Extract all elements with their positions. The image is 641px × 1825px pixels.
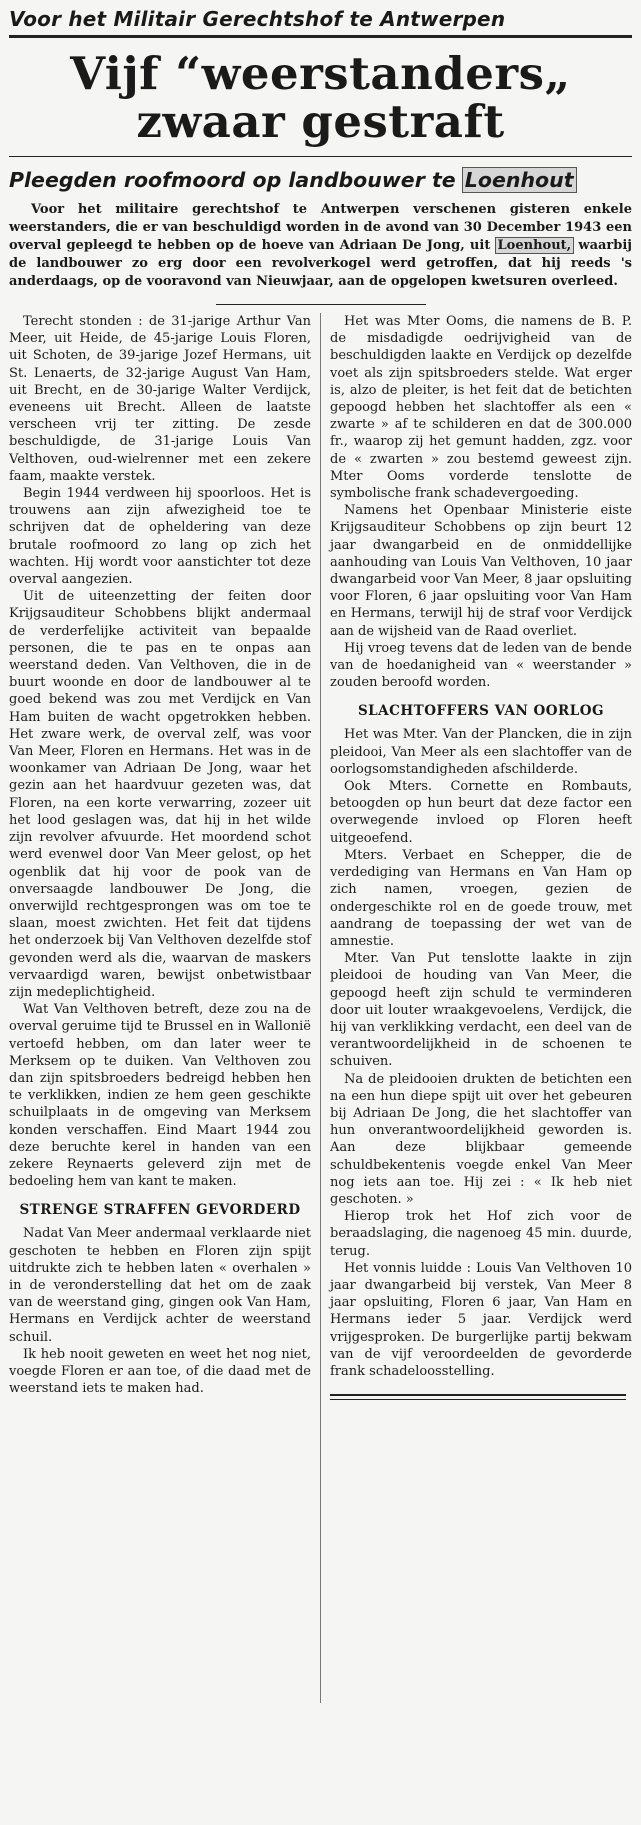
lead-text-after: waarbij de landbouwer zo erg door een revolverkogel werd getroffen, dat hij reeds 's anderdaags, op de vooravond van Nieuwjaar, aan de opgelopen kwetsuren overleed.	[9, 238, 632, 289]
section-heading-slachtoffers: SLACHTOFFERS VAN OORLOG	[357, 703, 605, 720]
paragraph: Mters. Verbaet en Schepper, die de verdediging van Hermans en Van Ham op zich namen, vroegen, gezien de ondergeschikte rol en de goede trouw, met aandrang de toepassing der wet van de amnestie.	[330, 847, 632, 949]
paragraph: Wat Van Velthoven betreft, deze zou na de overval geruime tijd te Brussel en in Wallonië vertoefd hebben, om dan later weer te Merksem op te duiken. Van Velthoven zou dan zijn spitsbroeders bedreigd hebben hen te verklikken, indien ze hem geen geschikte schuilplaats in de omgeving van Merksem konden verschaffen. Eind Maart 1944 zou deze beruchte kerel in handen van een zekere Reynaerts geleverd zijn met de bedoeling hem van kant te maken.	[9, 1002, 311, 1190]
paragraph: Namens het Openbaar Ministerie eiste Krijgsauditeur Schobbens op zijn beurt 12 jaar dwangarbeid en de onmiddellijke aanhouding van Louis Van Velthoven, 10 jaar dwangarbeid voor Van Meer, 8 jaar opsluiting voor Floren, 6 jaar opsluiting voor Van Ham en Hermans, terwijl hij de straf voor Verdijck aan de wijsheid van de Raad overliet.	[330, 503, 632, 639]
paragraph: Uit de uiteenzetting der feiten door Krijgsauditeur Schobbens blijkt andermaal de verderfelijke activiteit van bepaalde personen, die te pas en te onpas aan weerstand deden. Van Velthoven, die in de buurt woonde en door de landbouwer al te goed bekend was zou met Verdijck en Van Ham buiten de wacht opgetrokken hebben. Het zware werk, de overval zelf, was voor Van Meer, Floren en Hermans. Het was in de woonkamer van Adriaan De Jong, waar het gezin aan het haardvuur gezeten was, dat Floren, na een korte verwarring, zozeer uit het lood geslagen was, dat hij in het wilde zijn revolver afvuurde. Het moordend schot werd evenwel door Van Meer gelost, op het ogenblik dat hij voor de pook van de onversaagde landbouwer De Jong, die onverwijld rechtgesprongen was om toe te slaan, moest zwichten. Het feit dat tijdens het onderzoek bij Van Velthoven dezelfde stof gevonden werd als die, waarvan de maskers vervaardigd waren, bewijst onbetwistbaar zijn medeplichtigheid.	[9, 589, 311, 1000]
lead-text-before: Voor het militaire gerechtshof te Antwerpen verschenen gisteren enkele weerstanders, die er van beschuldigd worden in de avond van 30 December 1943 een overval gepleegd te hebben op de hoeve van Adriaan De Jong, uit	[9, 202, 632, 253]
headline-line-2: zwaar gestraft	[136, 95, 505, 148]
paragraph: Na de pleidooien drukten de betichten een na een hun diepe spijt uit over het gebeuren bij Adriaan De Jong, die het slachtoffer van hun onverantwoordelijkheid geworden is. Aan deze blijkbaar gemeende schuldbekentenis voegde enkel Van Meer nog iets aan toe. Hij zei : « Ik heb niet geschoten. »	[330, 1071, 632, 1207]
article-body	[9, 313, 632, 1400]
paragraph: Het was Mter. Van der Plancken, die in zijn pleidooi, Van Meer als een slachtoffer van de oorlogsomstandigheden afschilderde.	[330, 727, 632, 777]
column-divider	[320, 313, 321, 1703]
kicker-rule	[9, 35, 632, 38]
subheadline	[9, 167, 632, 193]
subheadline-text: Pleegden roofmoord op landbouwer te	[9, 168, 456, 192]
paragraph: Het vonnis luidde : Louis Van Velthoven 10 jaar dwangarbeid bij verstek, Van Meer 8 jaar opsluiting, Floren 6 jaar, Van Ham en Hermans ieder 5 jaar. Verdijck werd vrijgesproken. De burgerlijke partij bekwam van de vijf veroordeelden de gevorderde frank schadeloosstelling.	[330, 1260, 632, 1379]
section-heading-strenge-straffen: STRENGE STRAFFEN GEVORDERD	[19, 1202, 301, 1219]
headline-line-1: Vijf “weerstanders„	[70, 47, 571, 100]
headline-rule	[9, 156, 632, 157]
end-rule-thin	[330, 1399, 626, 1400]
headline	[9, 47, 632, 148]
paragraph: Het was Mter Ooms, die namens de B. P. de misdadigde oedrijvigheid van de beschuldigden laakte en Verdijck op dezelfde voet als zijn spitsbroeders stelde. Wat erger is, alzo de pleiter, is het feit dat de betichten gepoogd hebben het slachtoffer als een « zwarte » af te schilderen en dat de 300.000 fr., waarop zij het gemunt hadden, zgz. voor de « zwarten » zou bestemd geweest zijn. Mter Ooms vorderde tenslotte de symbolische frank schadevergoeding.	[330, 314, 632, 502]
paragraph: Mter. Van Put tenslotte laakte in zijn pleidooi de houding van Van Meer, die gepoogd heeft zijn schuld te verminderen door uit louter wraakgevoelens, Verdijck, die hij van verklikking verdacht, een deel van de verantwoordelijkheid in de schoenen te schuiven.	[330, 951, 632, 1070]
paragraph: Ook Mters. Cornette en Rombauts, betoogden op hun beurt dat deze factor een overwegende invloed op Floren heeft uitgeoefend.	[330, 779, 632, 846]
subheadline-place-highlight: Loenhout	[464, 168, 574, 192]
end-rule	[330, 1394, 626, 1396]
lead-rule	[216, 304, 426, 305]
lead-paragraph	[9, 201, 632, 291]
paragraph: Begin 1944 verdween hij spoorloos. Het is trouwens aan zijn afwezigheid toe te schrijven dat de opheldering van deze brutale roofmoord zo lang op zich het wachten. Hij wordt voor aanstichter tot deze overval aangezien.	[9, 486, 311, 588]
lead-place-highlight: Loenhout,	[497, 238, 572, 253]
paragraph: Hij vroeg tevens dat de leden van de bende van de hoedanigheid van « weerstander » zouden beroofd worden.	[330, 640, 632, 691]
right-column	[330, 313, 632, 1400]
paragraph: Terecht stonden : de 31-jarige Arthur Van Meer, uit Heide, de 45-jarige Louis Floren, uit Schoten, de 39-jarige Jozef Hermans, uit St. Lenaerts, de 32-jarige August Van Ham, uit Brecht, en de 30-jarige Walter Verdijck, eveneens uit Brecht. Alleen de laatste verscheen vrij ter zitting. De zesde beschuldigde, de 31-jarige Louis Van Velthoven, oud-wielrenner met een zekere faam, maakte verstek.	[9, 314, 311, 484]
paragraph: Hierop trok het Hof zich voor de beraadslaging, die nagenoeg 45 min. duurde, terug.	[330, 1209, 632, 1259]
paragraph: Nadat Van Meer andermaal verklaarde niet geschoten te hebben en Floren zijn spijt uitdrukte zich te hebben laten « overhalen » in de veronderstelling dat het om de zaak van de weerstand ging, gingen ook Van Ham, Hermans en Verdijck achter de weerstand schuil.	[9, 1226, 311, 1345]
left-column	[9, 313, 311, 1400]
kicker-line: Voor het Militair Gerechtshof te Antwerpen	[9, 7, 506, 31]
paragraph: Ik heb nooit geweten en weet het nog niet, voegde Floren er aan toe, of die daad met de weerstand iets te maken had.	[9, 1346, 311, 1397]
